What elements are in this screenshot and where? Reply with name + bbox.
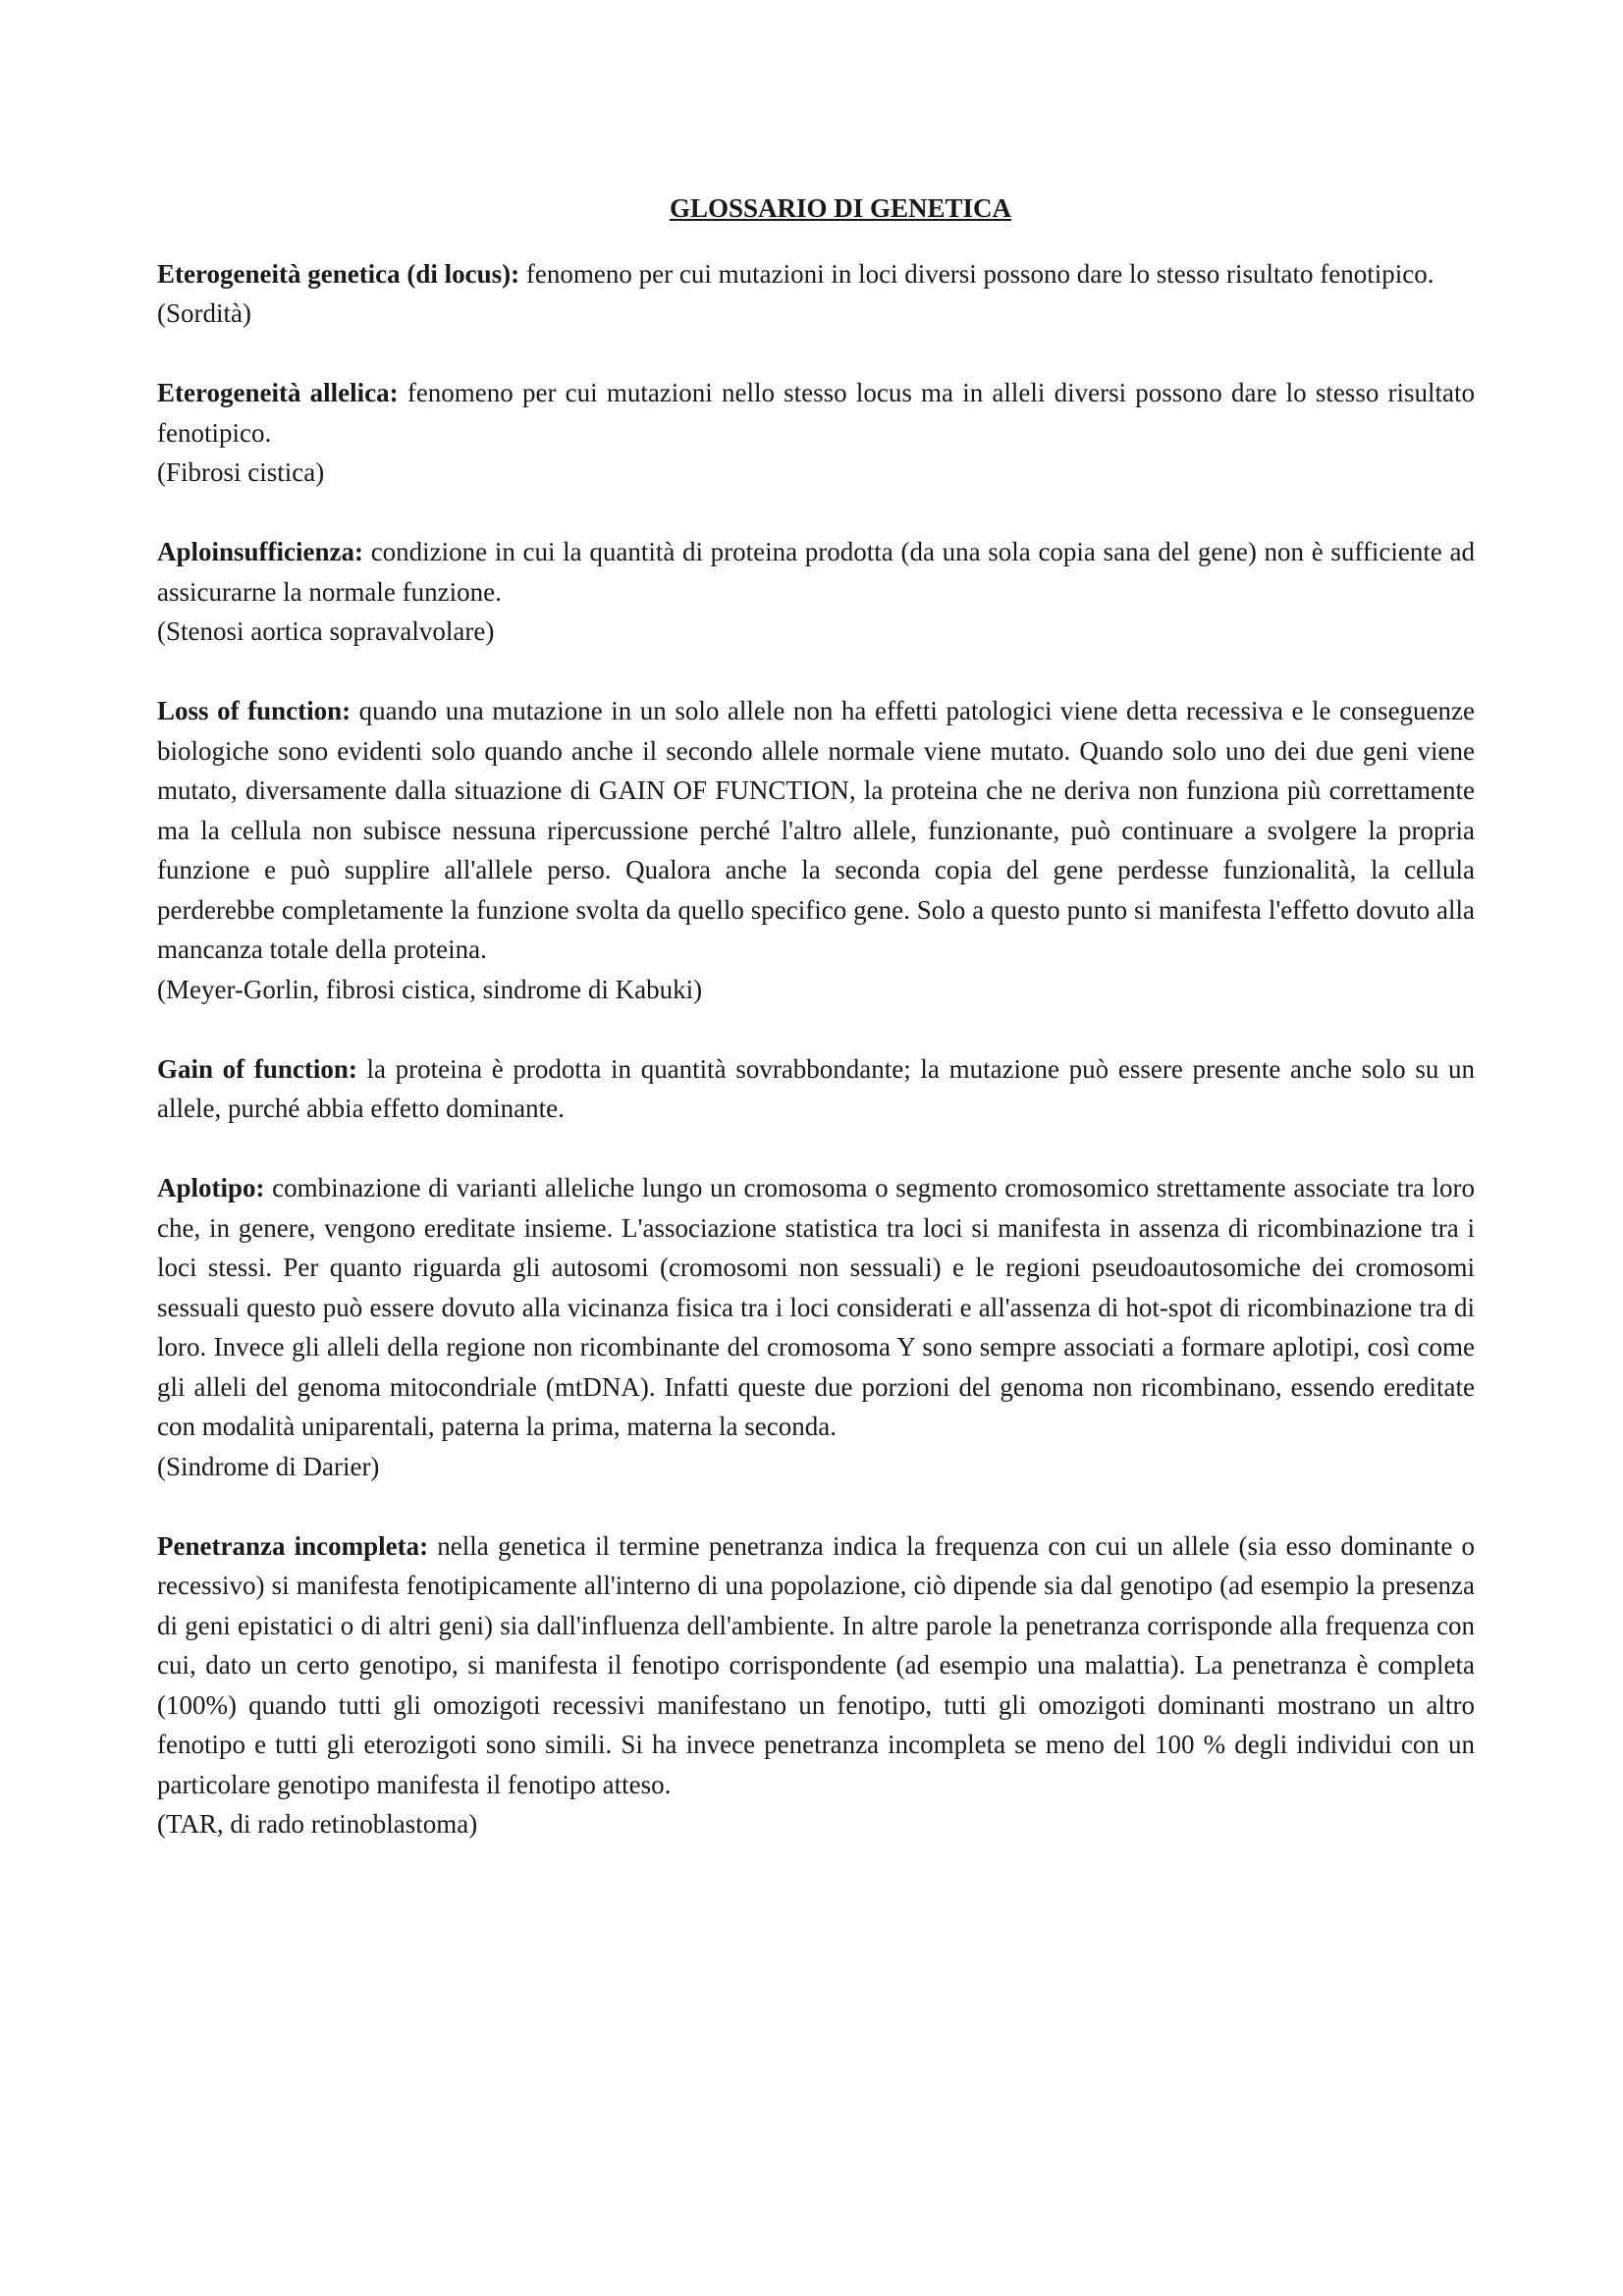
- glossary-entry: [157, 1526, 1475, 1844]
- entry-text: [157, 254, 1475, 294]
- entry-term: Gain of function:: [157, 1053, 357, 1084]
- entry-text: [157, 1526, 1475, 1805]
- entry-definition: condizione in cui la quantità di proteina prodotta (da una sola copia sana del gene) non è sufficiente ad assicurarne la normale funzione.: [157, 537, 1476, 607]
- entry-definition: la proteina è prodotta in quantità sovrabbondante; la mutazione può essere presente anche solo su un allele, purché abbia effetto dominante.: [157, 1053, 1475, 1123]
- entry-example: (Sindrome di Darier): [157, 1451, 380, 1481]
- entry-definition: quando una mutazione in un solo allele non ha effetti patologici viene detta recessiva e le conseguenze biologiche sono evidenti solo quando anche il secondo allele normale viene mutato. Quando solo uno dei due geni viene mutato, diversamente dalla situazione di GAIN OF FUNCTION, la proteina che ne deriva non funziona più correttamente ma la cellula non subisce nessuna ripercussione perché l'altro allele, funzionante, può continuare a svolgere la propria funzione e può supplire all'allele perso. Qualora anche la seconda copia del gene perdesse funzionalità, la cellula perderebbe completamente la funzione svolta da quello specifico gene. Solo a questo punto si manifesta l'effetto dovuto alla mancanza totale della proteina.: [157, 696, 1476, 964]
- entry-example: (Meyer-Gorlin, fibrosi cistica, sindrome di Kabuki): [157, 974, 703, 1004]
- glossary-entry: [157, 373, 1475, 493]
- entry-example: (TAR, di rado retinoblastoma): [157, 1809, 478, 1839]
- document-page: [157, 188, 1475, 1884]
- entry-text: [157, 1049, 1475, 1129]
- entry-definition: fenomeno per cui mutazioni nello stesso locus ma in alleli diversi possono dare lo stesso risultato fenotipico.: [157, 378, 1476, 448]
- entry-definition: combinazione di varianti alleliche lungo un cromosoma o segmento cromosomico strettamente associate tra loro che, in genere, vengono ereditate insieme. L'associazione statistica tra loci si manifesta in assenza di ricombinazione tra i loci stessi. Per quanto riguarda gli autosomi (cromosomi non sessuali) e le regioni pseudoautosomiche dei cromosomi sessuali questo può essere dovuto alla vicinanza fisica tra i loci considerati e all'assenza di hot-spot di ricombinazione tra di loro. Invece gli alleli della regione non ricombinante del cromosoma Y sono sempre associati a formare aplotipi, così come gli alleli del genoma mitocondriale (mtDNA). Infatti queste due porzioni del genoma non ricombinano, essendo ereditate con modalità uniparentali, paterna la prima, materna la seconda.: [157, 1173, 1476, 1441]
- entry-term: Aplotipo:: [157, 1173, 265, 1202]
- entry-text: [157, 1168, 1475, 1447]
- entry-text: [157, 373, 1475, 453]
- entry-text: [157, 532, 1475, 612]
- glossary-entry: [157, 532, 1475, 652]
- entry-term: Aploinsufficienza:: [157, 537, 364, 566]
- entry-example: (Sordità): [157, 298, 251, 328]
- entry-term: Penetranza incompleta:: [157, 1530, 429, 1561]
- entry-term: Eterogeneità genetica (di locus):: [157, 258, 520, 289]
- glossary-entry: [157, 691, 1475, 1009]
- entry-definition: fenomeno per cui mutazioni in loci diversi possono dare lo stesso risultato fenotipico.: [525, 258, 1434, 289]
- entry-text: [157, 691, 1475, 970]
- entry-example: (Stenosi aortica sopravalvolare): [157, 616, 495, 646]
- entry-definition: nella genetica il termine penetranza indica la frequenza con cui un allele (sia esso dominante o recessivo) si manifesta fenotipicamente all'interno di una popolazione, ciò dipende sia dal genotipo (ad esempio la presenza di geni epistatici o di altri geni) sia dall'influenza dell'ambiente. In altre parole la penetranza corrisponde alla frequenza con cui, dato un certo genotipo, si manifesta il fenotipo corrispondente (ad esempio una malattia). La penetranza è completa (100%) quando tutti gli omozigoti recessivi manifestano un fenotipo, tutti gli omozigoti dominanti mostrano un altro fenotipo e tutti gli eterozigoti sono simili. Si ha invece penetranza incompleta se meno del 100 % degli individui con un particolare genotipo manifesta il fenotipo atteso.: [157, 1530, 1475, 1799]
- glossary-entry: [157, 254, 1475, 334]
- glossary-entry: [157, 1168, 1475, 1486]
- entry-example: (Fibrosi cistica): [157, 457, 325, 487]
- glossary-entry: [157, 1049, 1475, 1129]
- entry-term: Eterogeneità allelica:: [157, 378, 399, 407]
- entry-term: Loss of function:: [157, 696, 352, 725]
- page-title: GLOSSARIO DI GENETICA: [669, 193, 1012, 223]
